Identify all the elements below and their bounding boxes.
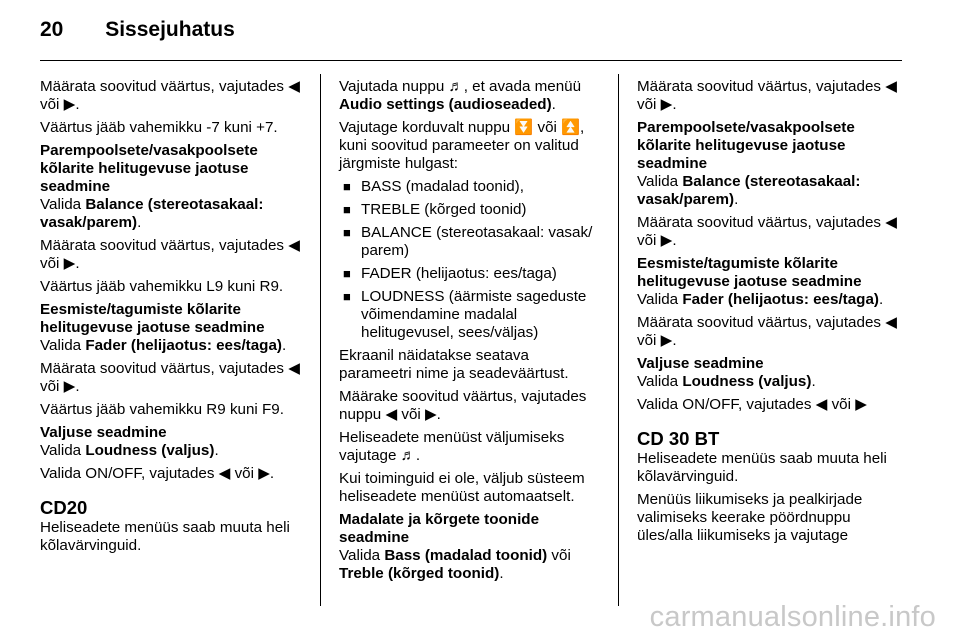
section-heading: Eesmiste/tagumiste kõlarite helitugevuse jaotuse seadmine (40, 301, 265, 336)
header-divider (40, 60, 902, 61)
list-item: ■ BASS (madalad toonid), (339, 178, 605, 196)
paragraph: Väärtus jääb vahemikku -7 kuni +7. (40, 119, 278, 136)
list-item: ■ TREBLE (kõrged toonid) (339, 201, 605, 219)
paragraph: Määrata soovitud väärtus, vajutades ◀ või ▶. (40, 237, 300, 272)
column-2 (339, 78, 605, 588)
paragraph: Valida Balance (stereotasakaal: vasak/parem). (40, 196, 264, 231)
paragraph: Valida Fader (helijaotus: ees/taga). (40, 337, 287, 354)
list-item: ■ FADER (helijaotus: ees/taga) (339, 265, 605, 283)
paragraph: Heliseadete menüüs saab muuta heli kõlavärvinguid. (637, 450, 887, 485)
section-heading: Madalate ja kõrgete toonide seadmine (339, 511, 540, 546)
paragraph: Valida Loudness (valjus). (40, 442, 219, 459)
paragraph: Määrata soovitud väärtus, vajutades ◀ või ▶. (40, 78, 300, 113)
paragraph: Heliseadete menüüs saab muuta heli kõlavärvinguid. (40, 519, 290, 554)
paragraph: Menüüs liikumiseks ja pealkirjade valimiseks keerake pöördnuppu üles/alla liikumiseks ja vajutage (637, 491, 863, 544)
paragraph: Vajutage korduvalt nuppu ⏬ või ⏫, kuni soovitud parameeter on valitud järgmiste hulgast: (339, 119, 585, 172)
section-heading: Eesmiste/tagumiste kõlarite helitugevuse jaotuse seadmine (637, 255, 862, 290)
page-title: Sissejuhatus (105, 18, 235, 41)
parameter-list (339, 178, 605, 342)
paragraph: Ekraanil näidatakse seatava parameetri nime ja seadeväärtust. (339, 347, 569, 382)
paragraph: Valida ON/OFF, vajutades ◀ või ▶. (40, 465, 275, 482)
section-heading: Parempoolsete/vasakpoolsete kõlarite helitugevuse jaotuse seadmine (637, 119, 855, 172)
column-1 (40, 78, 304, 560)
paragraph: Kui toiminguid ei ole, väljub süsteem heliseadete menüüst automaatselt. (339, 470, 585, 505)
section-heading: Parempoolsete/vasakpoolsete kõlarite helitugevuse jaotuse seadmine (40, 142, 258, 195)
list-item: ■ BALANCE (stereotasakaal: vasak/ parem) (339, 224, 605, 260)
section-heading: Valjuse seadmine (637, 355, 764, 372)
paragraph: Valida Fader (helijaotus: ees/taga). (637, 291, 884, 308)
page-header (40, 18, 235, 48)
column-divider-2 (618, 74, 619, 606)
paragraph: Valida Loudness (valjus). (637, 373, 816, 390)
paragraph: Määrata soovitud väärtus, vajutades ◀ või ▶. (40, 360, 300, 395)
list-item: ■ LOUDNESS (äärmiste sageduste võimendamine madalal helitugevusel, sees/väljas) (339, 288, 605, 342)
page-number: 20 (40, 18, 64, 41)
paragraph: Määrata soovitud väärtus, vajutades ◀ või ▶. (637, 78, 897, 113)
paragraph: Väärtus jääb vahemikku L9 kuni R9. (40, 278, 284, 295)
section-heading-large: CD 30 BT (637, 428, 720, 449)
paragraph: Valida Bass (madalad toonid) või Treble (kõrged toonid). (339, 547, 571, 582)
paragraph: Määrata soovitud väärtus, vajutades ◀ või ▶. (637, 214, 897, 249)
column-divider-1 (320, 74, 321, 606)
paragraph: Määrata soovitud väärtus, vajutades ◀ või ▶. (637, 314, 897, 349)
paragraph: Valida Balance (stereotasakaal: vasak/parem). (637, 173, 861, 208)
paragraph: Valida ON/OFF, vajutades ◀ või ▶ (637, 396, 867, 413)
section-heading-large: CD20 (40, 497, 88, 518)
paragraph: Heliseadete menüüst väljumiseks vajutage ♬. (339, 429, 565, 464)
watermark: carmanualsonline.info (649, 601, 936, 633)
section-heading: Valjuse seadmine (40, 424, 167, 441)
paragraph: Määrake soovitud väärtus, vajutades nuppu ◀ või ▶. (339, 388, 587, 423)
paragraph: Väärtus jääb vahemikku R9 kuni F9. (40, 401, 284, 418)
column-3 (637, 78, 903, 550)
paragraph: Vajutada nuppu ♬, et avada menüü Audio settings (audioseaded). (339, 78, 582, 113)
